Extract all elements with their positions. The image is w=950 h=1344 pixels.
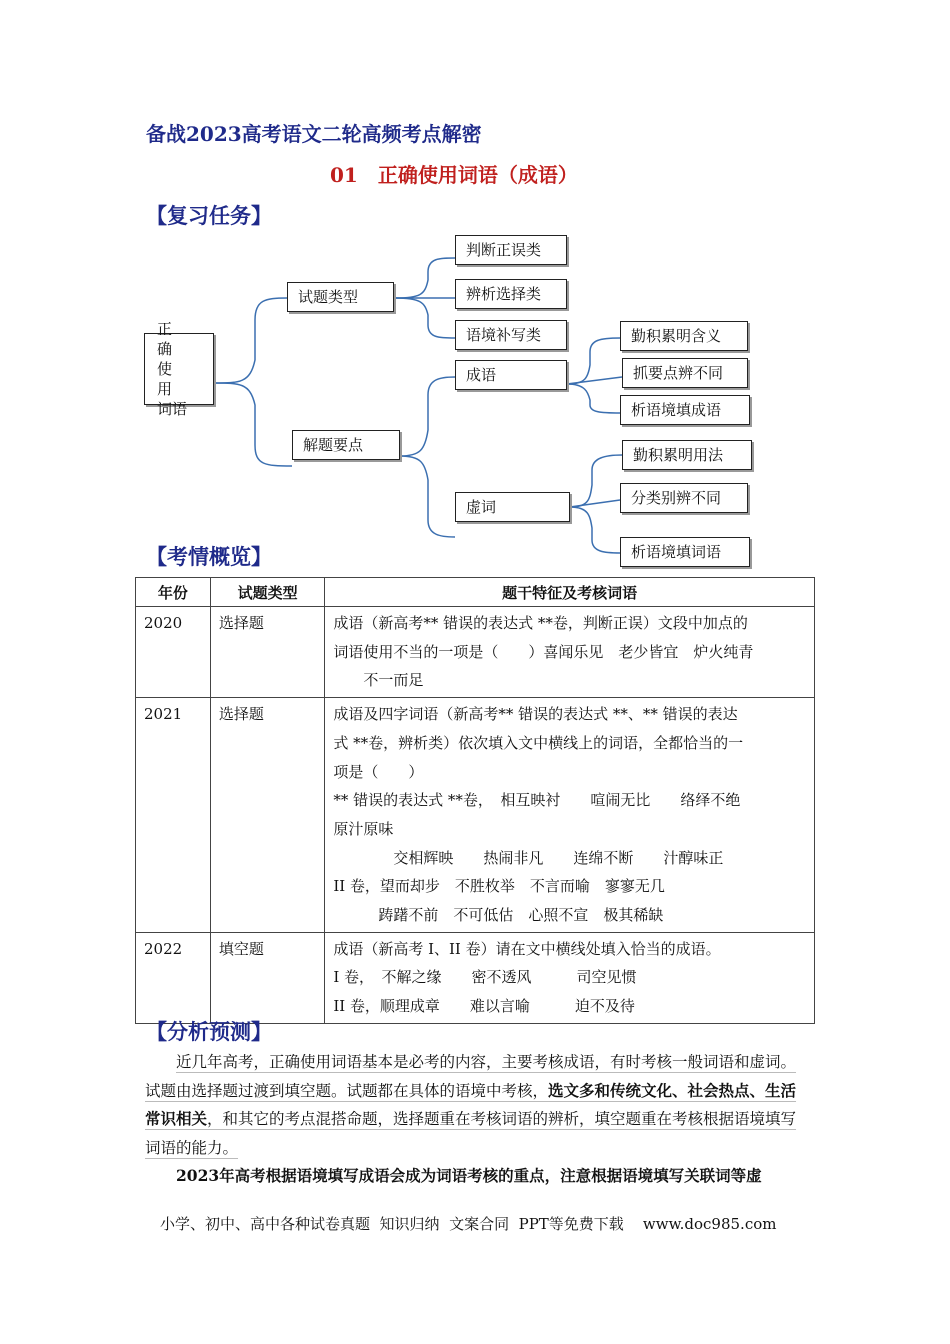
footer-url[interactable]: www.doc985.com: [642, 1215, 777, 1233]
mindmap-root-line: 正 确: [157, 320, 188, 358]
document-subtitle: 01 正确使用词语（成语）: [330, 163, 578, 187]
mindmap-node-func-usage: 勤积累明用法: [622, 440, 752, 470]
mindmap-node-func-diff: 分类别辨不同: [620, 483, 748, 513]
feature-line: 成语（新高考** 错误的表达式 **卷，判断正误）文段中加点的: [333, 614, 748, 632]
feature-line: II 卷，望而却步 不胜枚举 不言而喻 寥寥无几: [333, 877, 665, 896]
feature-line: 成语及四字词语（新高考** 错误的表达式 **、** 错误的表达: [333, 705, 738, 724]
table-header-cell: 题干特征及考核词语: [325, 578, 815, 607]
table-row: [136, 932, 815, 1023]
analysis-emphasis: 选文多和传统文化、社会热点、生活常识相关: [145, 1080, 797, 1128]
table-row: [136, 607, 815, 698]
section-heading-review: 【复习任务】: [146, 203, 272, 228]
year-cell: 2020: [136, 607, 211, 698]
feature-line: 原汁原味: [333, 819, 394, 838]
feature-line: II 卷，顺理成章 难以言喻 迫不及待: [333, 997, 635, 1016]
type-cell: 选择题: [210, 607, 324, 698]
feature-line: 踌躇不前 不可低估 心照不宣 极其稀缺: [333, 906, 664, 925]
footer-text: 小学、初中、高中各种试卷真题 知识归纳 文案合同 PPT等免费下载: [160, 1215, 624, 1233]
table-header-cell: 试题类型: [210, 578, 324, 607]
footer: [160, 1213, 776, 1234]
mindmap-node-key-points: 解题要点: [292, 430, 400, 460]
table-header-cell: 年份: [136, 578, 211, 607]
analysis-text-part: 近几年高考，正确使用词语基本是必考的内容，主要考核成语，有时考核一般词语和虚词。试题由选择题过渡到填空题。试题都在具体的语境中考核，: [145, 1053, 797, 1100]
mindmap-root-line: 词语: [157, 400, 188, 418]
mindmap-root-line: 使 用: [157, 360, 188, 398]
feature-line: ** 错误的表达式 **卷， 相互映衬 喧闹无比 络绎不绝: [333, 791, 741, 810]
feature-line: 不一而足: [333, 671, 424, 690]
mindmap-node-choose: 辨析选择类: [455, 279, 567, 309]
mindmap-node-idiom: 成语: [455, 360, 567, 390]
mindmap-root: [144, 320, 214, 418]
document-title: 备战2023高考语文二轮高频考点解密: [146, 122, 482, 146]
feature-line: 式 **卷，辨析类）依次填入文中横线上的词语，全都恰当的一: [333, 733, 744, 752]
mindmap-node-func-fill: 析语境填词语: [620, 537, 750, 567]
table-header-row: [136, 578, 815, 607]
year-cell: 2021: [136, 698, 211, 933]
feature-cell: [325, 932, 815, 1023]
feature-line: 词语使用不当的一项是（ ）喜闻乐见 老少皆宜 炉火纯青: [333, 642, 754, 661]
mindmap-node-function-words: 虚词: [455, 492, 570, 522]
mindmap-node-idiom-diff: 抓要点辨不同: [622, 358, 748, 388]
section-heading-overview: 【考情概览】: [146, 544, 272, 569]
year-cell: 2022: [136, 932, 211, 1023]
mindmap-node-judge: 判断正误类: [455, 235, 567, 265]
mindmap-node-question-types: 试题类型: [287, 282, 394, 312]
feature-line: 交相辉映 热闹非凡 连绵不断 汁醇味正: [333, 848, 724, 867]
analysis-text-part: ，和其它的考点混搭命题，选择题重在考核词语的辨析，填空题重在考核根据语境填写词语的能力。: [145, 1110, 797, 1157]
analysis-paragraph-text: [145, 1048, 810, 1162]
type-cell: 填空题: [210, 932, 324, 1023]
type-cell: 选择题: [210, 698, 324, 933]
prediction-text: 2023年高考根据语境填写成语会成为词语考核的重点，注意根据语境填写关联词等虚: [176, 1166, 762, 1185]
feature-cell: [325, 607, 815, 698]
exam-overview-table: [135, 577, 815, 1024]
section-heading-analysis: 【分析预测】: [146, 1019, 272, 1044]
mindmap-node-idiom-fill: 析语境填成语: [620, 395, 750, 425]
mindmap-node-idiom-meaning: 勤积累明含义: [620, 321, 748, 351]
feature-cell: [325, 698, 815, 933]
feature-line: 项是（ ）: [333, 762, 424, 781]
prediction-paragraph: [145, 1162, 810, 1191]
feature-line: I 卷， 不解之缘 密不透风 司空见惯: [333, 968, 637, 987]
analysis-paragraph: [145, 1048, 810, 1162]
mindmap-node-fill: 语境补写类: [455, 320, 567, 350]
feature-line: 成语（新高考 I、II 卷）请在文中横线处填入恰当的成语。: [333, 939, 721, 958]
table-row: [136, 698, 815, 933]
